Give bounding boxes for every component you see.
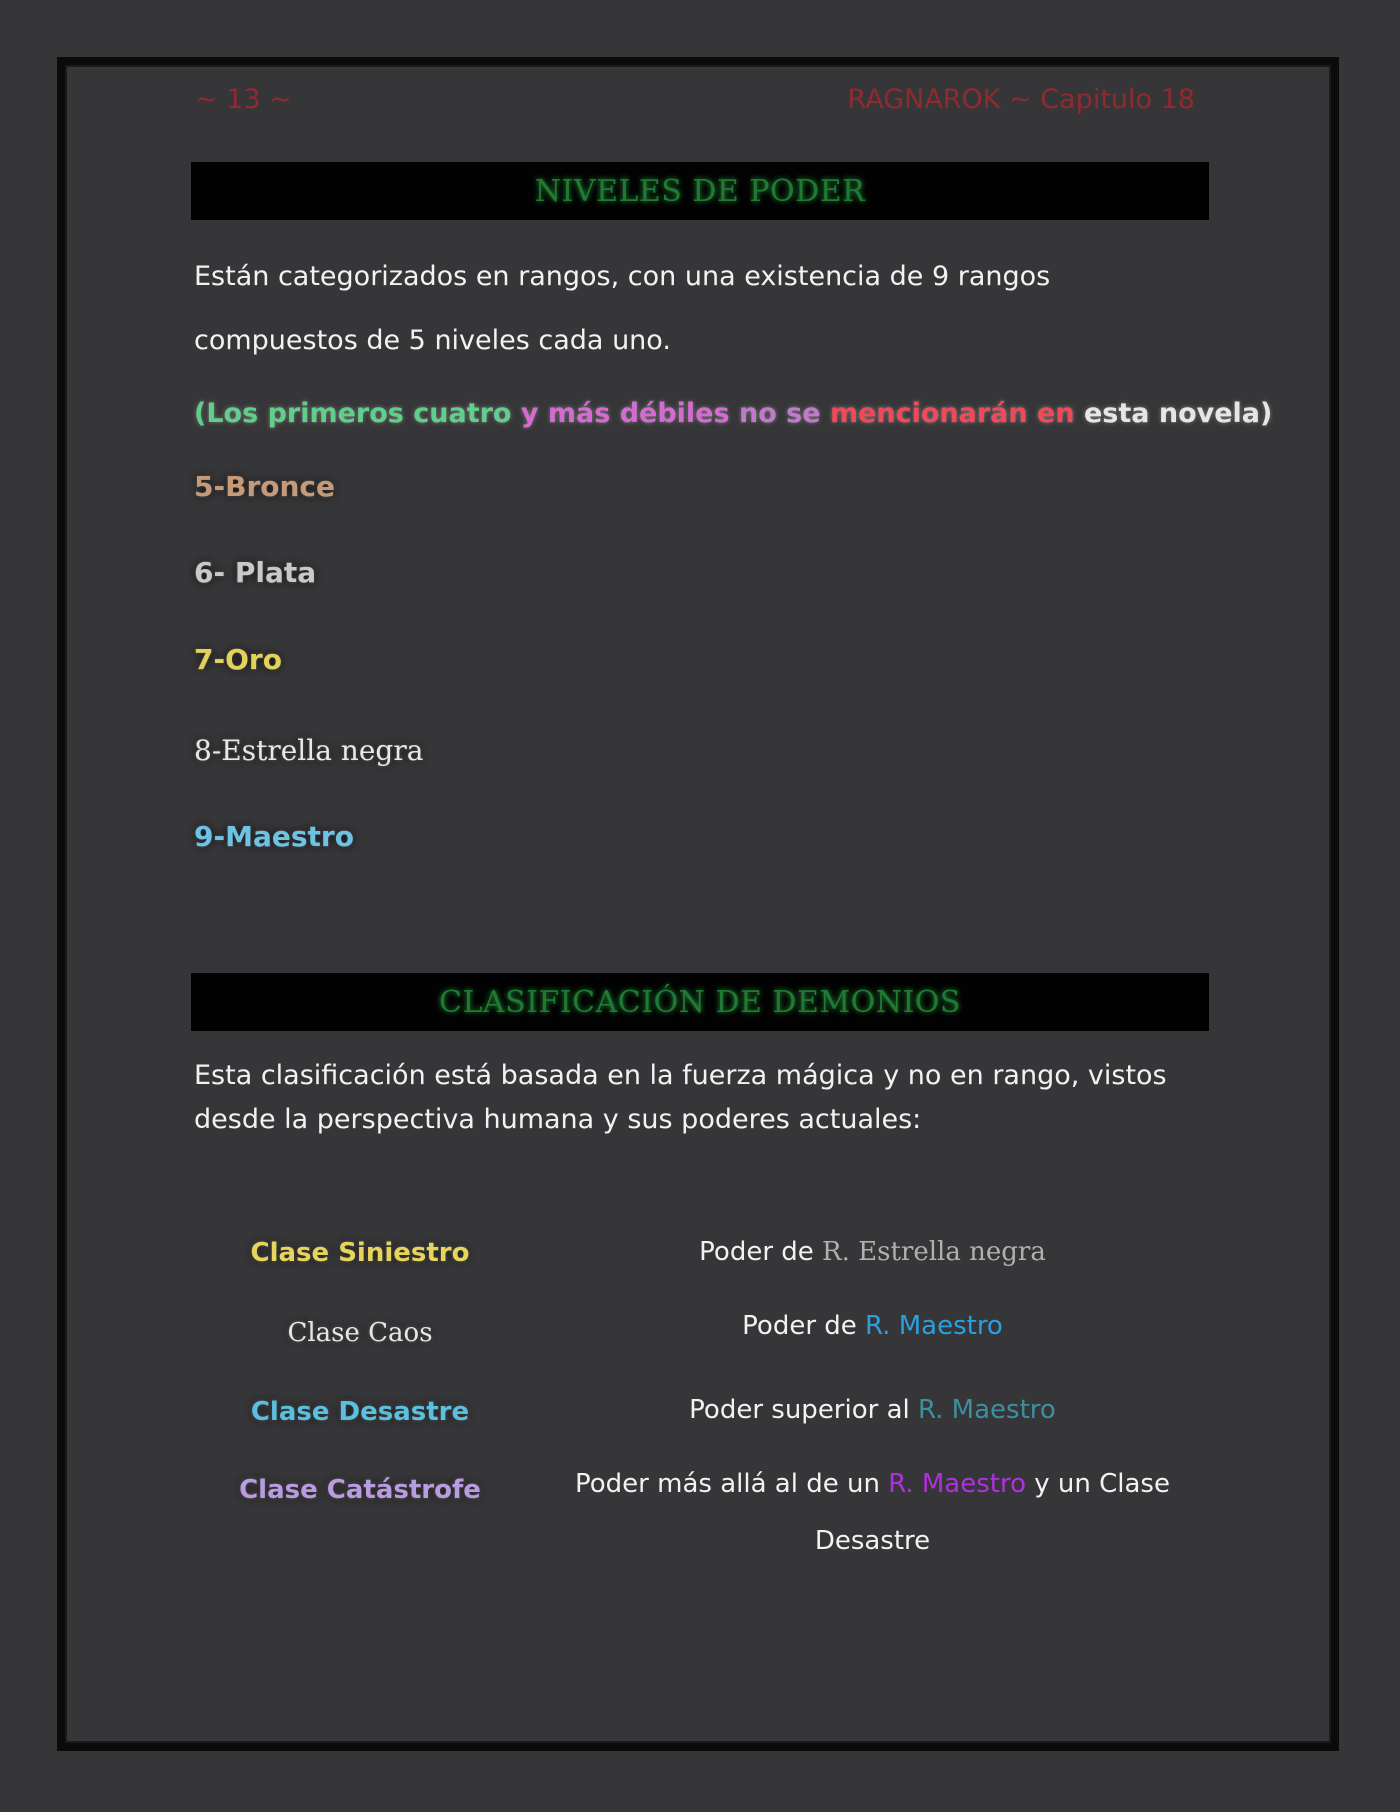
rank-black-star: 8-Estrella negra [194,734,424,767]
section-title-power-levels: NIVELES DE PODER [191,162,1209,220]
rank-bronze: 5-Bronce [194,470,336,503]
note-part: no se [738,398,830,429]
desc-highlight: R. Maestro [918,1395,1056,1425]
page-number: ~ 13 ~ [195,84,292,115]
section-title-demon-classes: CLASIFICACIÓN DE DEMONIOS [191,973,1209,1031]
desc-highlight: R. Maestro [888,1469,1026,1499]
rank-master: 9-Maestro [194,820,354,853]
desc-highlight: R. Maestro [865,1311,1003,1341]
class-desc-siniestro [570,1224,1175,1281]
class-desc-caos [570,1298,1175,1355]
rank-gold: 7-Oro [194,643,282,676]
note-part: mencionarán en [829,398,1084,429]
desc-highlight: R. Estrella negra [822,1237,1046,1267]
note-part: y más débiles [520,398,739,429]
chapter-header: RAGNAROK ~ Capitulo 18 [847,84,1195,115]
class-desc-desastre [570,1382,1175,1439]
power-levels-intro: Están categorizados en rangos, con una existencia de 9 rangos compuestos de 5 niveles cada uno. [194,261,1051,356]
note-part: (Los primeros cuatro [194,398,521,429]
class-name-desastre: Clase Desastre [250,1397,470,1427]
desc-text: y un Clase Desastre [814,1469,1170,1556]
note-part: esta novela) [1083,398,1273,429]
class-name-siniestro: Clase Siniestro [250,1238,470,1268]
class-name-catastrofe: Clase Catástrofe [239,1475,481,1505]
desc-text: Poder superior al [689,1395,919,1425]
demon-classes-intro: Esta clasificación está basada en la fuerza mágica y no en rango, vistos desde la perspectiva humana y sus poderes actuales: [194,1060,1167,1135]
desc-text: Poder de [699,1237,823,1267]
power-levels-note [194,398,1272,429]
rank-silver: 6- Plata [194,556,317,589]
desc-text: Poder más allá al de un [575,1469,889,1499]
class-name-caos: Clase Caos [287,1318,433,1348]
class-desc-catastrofe [570,1456,1175,1570]
desc-text: Poder de [742,1311,866,1341]
